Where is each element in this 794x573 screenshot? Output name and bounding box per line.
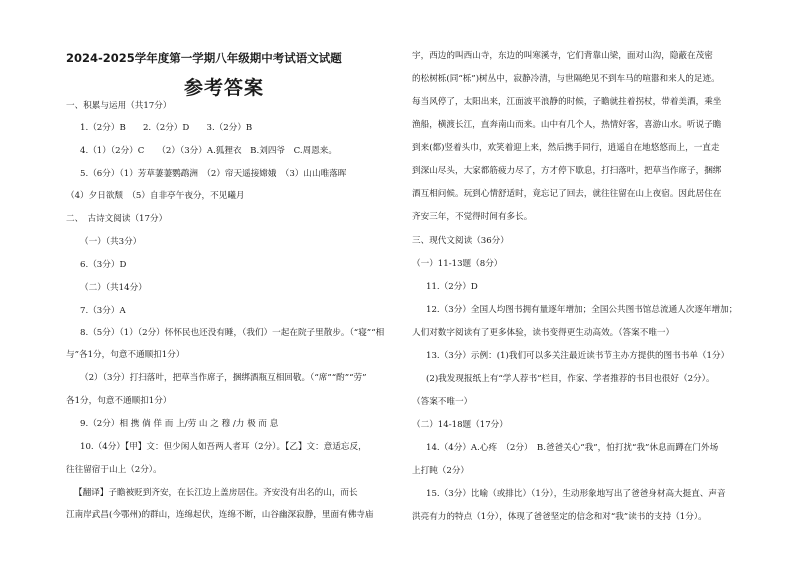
answer-line: 8.（5分）（1）（2分）怀怀民也还没有睡，（我们）一起在院子里散步。（“寝”“相	[80, 328, 385, 338]
answer-line: 1.（2分）B 2.（2分）D 3.（2分）B	[80, 123, 253, 133]
answer-line: 11.（2分）D	[426, 282, 478, 292]
answer-line: 4.（1）（2分）C （2）（3分）A.狐狸衣 B.刘四爷 C.周恩来。	[80, 146, 337, 156]
answer-line: 9.（2分）相 携 倘 佯 而 上/劳 山 之 穆 /力 极 而 息	[80, 419, 279, 429]
answer-line: 与”各1分，句意不通顺扣1分）	[66, 350, 185, 360]
answer-line: 各1分，句意不通顺扣1分）	[66, 396, 172, 406]
subsection-heading: （一）11-13题（8分）	[412, 259, 503, 269]
answer-line: 往往留宿于山上（2分）。	[66, 465, 162, 475]
answer-line: （答案不唯一）	[412, 397, 473, 407]
translation-line: 【翻译】子瞻被贬到齐安，在长江边上盖房居住。齐安没有出名的山，而长	[74, 488, 358, 498]
translation-line: 江南岸武昌(今鄂州)的群山，连绵起伏，连绵不断，山谷幽深寂静，里面有佛寺庙	[66, 510, 374, 520]
section-heading: 一、积累与运用（共17分）	[66, 101, 172, 111]
answer-line: 12.（3分）全国人均图书拥有量逐年增加；全国公共图书馆总流通人次逐年增加；	[426, 305, 738, 315]
section-heading: 二、 古诗文阅读（17分）	[66, 214, 168, 224]
exam-title: 2024-2025学年度第一学期八年级期中考试语文试题	[66, 51, 342, 65]
answer-line: （2）（3分）打扫落叶，把草当作席子，捆绑酒瓶互相回敬。（“席”“酌”“劳”	[80, 373, 367, 383]
translation-line: 齐安三年，不觉得时间有多长。	[412, 212, 533, 222]
translation-line: 酒互相问候。玩到心情舒适时，竟忘记了回去，就往往留在山上夜宿。因此居住在	[412, 189, 722, 199]
section-heading: 三、现代文阅读（36分）	[412, 236, 509, 246]
answer-line: 10.（4分）【甲】文：但少闲人如吾两人者耳（2分）。【乙】文：意适忘反，	[80, 442, 367, 452]
answer-key-heading: 参考答案	[184, 77, 265, 99]
translation-line: 宇，西边的叫西山寺，东边的叫寒溪寺，它们背靠山梁，面对山沟，隐蔽在茂密	[412, 51, 713, 61]
answer-line: 13.（3分）示例：(1)我们可以多关注最近读书节主办方提供的图书书单（1分）	[426, 351, 730, 361]
answer-line: (2)我发现报纸上有“学人荐书”栏目，作家、学者推荐的书目也很好（2分）。	[426, 374, 715, 384]
answer-line: 5.（6分）（1）芳草萋萋鹦鹉洲 （2）帘天遥接嫦娥 （3）山山唯落晖	[80, 169, 347, 179]
translation-line: 到深山尽头，大家都筋疲力尽了，方才停下歇息，打扫落叶，把草当作席子，捆绑	[412, 166, 722, 176]
subsection-heading: （一）（共3分）	[80, 237, 142, 247]
answer-line: （4）夕日欲颓 （5）自非亭午夜分，不见曦月	[66, 191, 245, 201]
subsection-heading: （二）14-18题（17分）	[412, 420, 508, 430]
translation-line: 渔船，横渡长江，直奔南山而来。山中有几个人，热情好客，喜游山水。听说子瞻	[412, 120, 722, 130]
answer-line: 14.（4分）A.心疼 （2分） B.爸爸关心“我”，怕打扰“我”休息而蹲在门外场	[426, 443, 719, 453]
subsection-heading: （二）（共14分）	[80, 283, 147, 293]
translation-line: 的松树栎(同“栎”)树丛中，寂静冷清，与世隔绝见不到车马的喧嚣和来人的足迹。	[412, 74, 720, 84]
answer-line: 人们对数字阅读有了更多体验，读书变得更生动高效。（答案不唯一）	[412, 328, 675, 338]
answer-line: 6.（3分）D	[80, 260, 127, 270]
answer-line: 7.（3分）A	[80, 306, 126, 316]
answer-line: 15.（3分）比喻（或排比）（1分），生动形象地写出了爸爸身材高大挺直、声音	[426, 489, 726, 499]
translation-line: 每当风停了，太阳出来，江面波平浪静的时候，子瞻就拄着拐杖，带着美酒，乘坐	[412, 97, 722, 107]
translation-line: 到来(都)竖着头巾，欢笑着迎上来，然后携手同行，逍遥自在地悠悠而上，一直走	[412, 143, 720, 153]
answer-line: 洪亮有力的特点（1分），体现了爸爸坚定的信念和对“我”读书的支持（1分）。	[412, 512, 707, 522]
answer-line: 上打盹（2分）	[412, 466, 470, 476]
